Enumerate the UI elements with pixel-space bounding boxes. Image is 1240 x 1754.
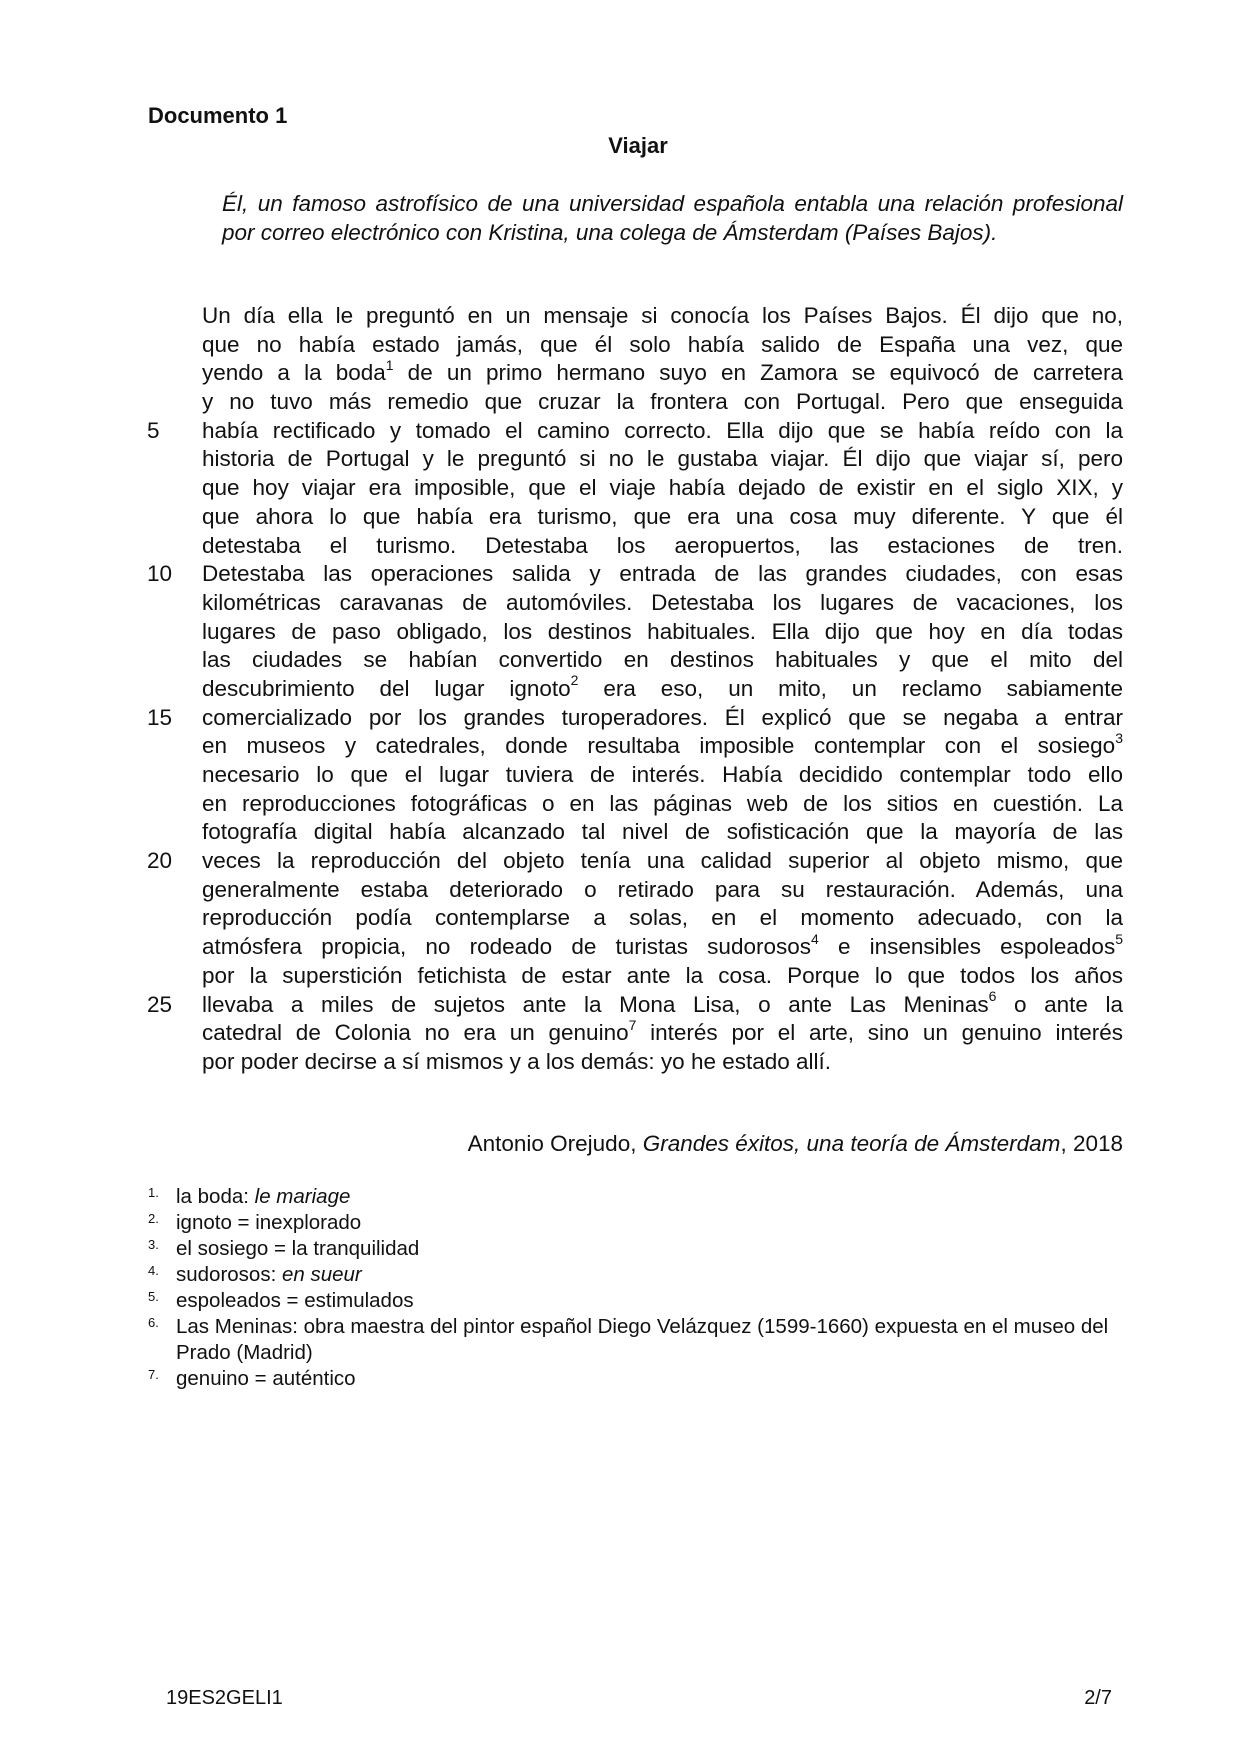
page-number: 2/7 bbox=[1084, 1687, 1112, 1709]
line-text: descubrimiento del lugar ignoto bbox=[202, 675, 571, 701]
footnote-number: 6. bbox=[148, 1315, 159, 1330]
line-text: Detestaba las operaciones salida y entrada de las grandes ciudades, con esas bbox=[202, 561, 1123, 587]
text-line bbox=[202, 302, 1123, 331]
footnote-item bbox=[148, 1184, 1128, 1210]
line-text: o ante la bbox=[996, 991, 1123, 1017]
text-line bbox=[202, 532, 1123, 561]
footnote-text: sudorosos: bbox=[176, 1263, 282, 1286]
text-line bbox=[147, 847, 1123, 876]
line-text: en reproducciones fotográficas o en las páginas web de los sitios en cuestión. La bbox=[202, 790, 1123, 816]
line-text: catedral de Colonia no era un genuino bbox=[202, 1020, 629, 1046]
text-line bbox=[202, 876, 1123, 905]
text-line bbox=[202, 589, 1123, 618]
text-line bbox=[202, 761, 1123, 790]
line-text: comercializado por los grandes turoperadores. Él explicó que se negaba a entrar bbox=[202, 704, 1123, 730]
footnote-item bbox=[148, 1366, 1128, 1392]
text-line bbox=[147, 988, 1123, 1020]
line-number: 25 bbox=[147, 991, 173, 1017]
line-text: fotografía digital había alcanzado tal nivel de sofisticación que la mayoría de las bbox=[202, 819, 1123, 845]
line-text: Un día ella le preguntó en un mensaje si conocía los Países Bajos. Él dijo que no, bbox=[202, 303, 1123, 328]
line-text: reproducción podía contemplarse a solas, en el momento adecuado, con la bbox=[202, 905, 1123, 931]
source-work: Grandes éxitos, una teoría de Ámsterdam bbox=[642, 1131, 1061, 1156]
text-line bbox=[202, 672, 1123, 704]
document-label: Documento 1 bbox=[148, 103, 288, 128]
footnote-marker: 2 bbox=[570, 672, 579, 689]
footnote-number: 5. bbox=[148, 1289, 159, 1304]
text-line bbox=[147, 560, 1123, 589]
text-line bbox=[202, 818, 1123, 847]
line-text: llevaba a miles de sujetos ante la Mona Lisa, o ante Las Meninas bbox=[202, 991, 989, 1017]
footnote-item bbox=[148, 1210, 1128, 1236]
line-text: de un primo hermano suyo en Zamora se equivocó de carretera bbox=[393, 360, 1124, 386]
text-line bbox=[147, 704, 1123, 733]
text-line bbox=[202, 904, 1123, 933]
line-text: necesario lo que el lugar tuviera de interés. Había decidido contemplar todo ello bbox=[202, 762, 1123, 787]
line-text: en museos y catedrales, donde resultaba imposible contemplar con el sosiego bbox=[202, 733, 1116, 759]
source-citation bbox=[468, 1131, 1123, 1157]
line-text: que no había estado jamás, que él solo había salido de España una vez, que bbox=[202, 331, 1123, 357]
source-year: , 2018 bbox=[1060, 1131, 1123, 1156]
footnote-item bbox=[148, 1314, 1128, 1366]
line-text: atmósfera propicia, no rodeado de turistas sudorosos bbox=[202, 934, 811, 960]
footnote-number: 4. bbox=[148, 1263, 159, 1278]
line-text: y no tuvo más remedio que cruzar la frontera con Portugal. Pero que enseguida bbox=[202, 389, 1123, 415]
line-text: generalmente estaba deteriorado o retirado para su restauración. Además, una bbox=[202, 876, 1123, 902]
line-text: historia de Portugal y le preguntó si no le gustaba viajar. Él dijo que viajar sí, pero bbox=[202, 446, 1123, 472]
footnote-text: espoleados = estimulados bbox=[176, 1289, 414, 1312]
text-line bbox=[202, 474, 1123, 503]
text-line bbox=[147, 417, 1123, 446]
footnote-marker: 5 bbox=[1115, 930, 1123, 947]
text-line bbox=[202, 1016, 1123, 1048]
line-text: por la superstición fetichista de estar ante la cosa. Porque lo que todos los años bbox=[202, 962, 1123, 988]
footnote-item bbox=[148, 1262, 1128, 1288]
source-author: Antonio Orejudo, bbox=[467, 1131, 643, 1156]
text-title: Viajar bbox=[608, 133, 668, 158]
footnote-text: ignoto = inexplorado bbox=[176, 1211, 362, 1234]
footnote-number: 7. bbox=[148, 1367, 159, 1382]
text-line bbox=[202, 356, 1124, 388]
line-text: había rectificado y tomado el camino correcto. Ella dijo que se había reído con la bbox=[202, 417, 1123, 443]
text-line bbox=[202, 503, 1123, 532]
footnote-item bbox=[148, 1288, 1128, 1314]
text-line bbox=[202, 618, 1123, 647]
line-number: 15 bbox=[147, 704, 173, 730]
text-line bbox=[202, 646, 1123, 675]
line-text: detestaba el turismo. Detestaba los aeropuertos, las estaciones de tren. bbox=[202, 532, 1123, 558]
exam-code: 19ES2GELI1 bbox=[166, 1687, 283, 1709]
line-text: que ahora lo que había era turismo, que era una cosa muy diferente. Y que él bbox=[202, 503, 1123, 529]
text-line bbox=[202, 962, 1123, 991]
line-text: por poder decirse a sí mismos y a los demás: yo he estado allí. bbox=[202, 1048, 832, 1074]
text-line bbox=[202, 729, 1123, 761]
footnote-number: 1. bbox=[148, 1185, 159, 1200]
intro-paragraph: Él, un famoso astrofísico de una universidad española entabla una relación profesional por correo electrónico con Kristina, una colega de Ámsterdam (Países Bajos). bbox=[222, 191, 1123, 245]
footnote-text: Las Meninas: obra maestra del pintor español Diego Velázquez (1599-1660) expuesta en el museo del Prado (Madrid) bbox=[176, 1315, 1109, 1364]
line-text: veces la reproducción del objeto tenía una calidad superior al objeto mismo, que bbox=[202, 848, 1123, 874]
text-line bbox=[202, 930, 1123, 962]
footnote-marker: 3 bbox=[1115, 729, 1123, 746]
footnote-text: el sosiego = la tranquilidad bbox=[176, 1237, 420, 1260]
line-text: lugares de paso obligado, los destinos habituales. Ella dijo que hoy en día todas bbox=[202, 618, 1123, 644]
text-line bbox=[202, 331, 1123, 360]
text-line bbox=[202, 445, 1123, 474]
footnote-marker: 7 bbox=[628, 1016, 637, 1033]
line-text: e insensibles espoleados bbox=[818, 934, 1116, 960]
footnote-translation: en sueur bbox=[281, 1263, 362, 1286]
footnote-marker: 1 bbox=[385, 356, 394, 373]
footnote-number: 3. bbox=[148, 1237, 159, 1252]
line-text: las ciudades se habían convertido en destinos habituales y que el mito del bbox=[202, 647, 1123, 673]
line-number: 5 bbox=[147, 417, 160, 443]
footnotes-list bbox=[148, 1184, 1128, 1392]
text-line bbox=[202, 1048, 1123, 1077]
line-text: yendo a la boda bbox=[202, 360, 386, 386]
text-line bbox=[202, 388, 1123, 417]
line-number: 20 bbox=[147, 848, 173, 874]
text-line bbox=[202, 790, 1123, 819]
line-text: kilométricas caravanas de automóviles. Detestaba los lugares de vacaciones, los bbox=[202, 589, 1123, 615]
line-text: que hoy viajar era imposible, que el viaje había dejado de existir en el siglo XIX, y bbox=[202, 475, 1123, 501]
footnote-text: genuino = auténtico bbox=[176, 1367, 356, 1390]
line-text: era eso, un mito, un reclamo sabiamente bbox=[578, 675, 1123, 701]
footnote-translation: le mariage bbox=[254, 1185, 351, 1208]
footnote-text: la boda: bbox=[176, 1185, 255, 1208]
line-text: interés por el arte, sino un genuino interés bbox=[636, 1020, 1123, 1046]
footnote-marker: 6 bbox=[988, 988, 997, 1004]
footnote-number: 2. bbox=[148, 1211, 159, 1226]
footnote-item bbox=[148, 1236, 1128, 1262]
line-number: 10 bbox=[147, 561, 173, 587]
footnote-marker: 4 bbox=[811, 930, 819, 947]
main-text bbox=[147, 302, 1124, 1077]
